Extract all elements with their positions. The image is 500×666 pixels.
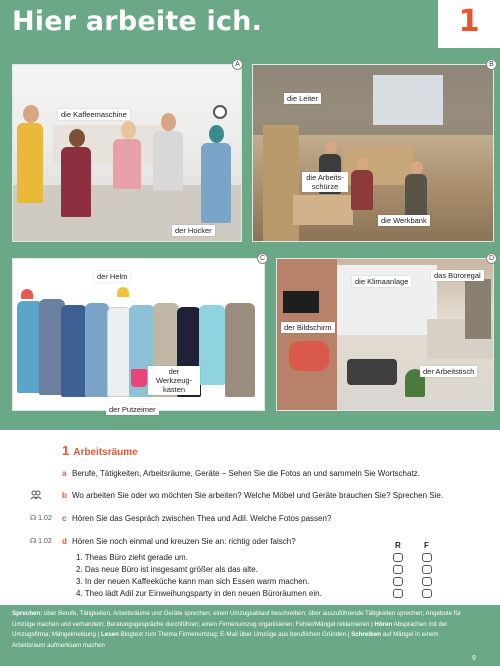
goal-label: Hören (374, 620, 393, 628)
photo-workshop (252, 64, 494, 242)
label-putzeimer: der Putzeimer (106, 404, 159, 415)
checkbox-r-2[interactable] (393, 565, 403, 574)
label-kaffeemaschine: die Kaffeemaschine (58, 109, 130, 120)
task-letter: c (62, 514, 67, 523)
statement-2: 2. Das neue Büro ist insgesamt größer als das alte. (76, 565, 258, 574)
checkbox-r-3[interactable] (393, 577, 403, 586)
checkbox-f-2[interactable] (422, 565, 432, 574)
checkbox-f-1[interactable] (422, 553, 432, 562)
photo-badge-a: A (232, 59, 243, 70)
goal-label: Lesen (100, 631, 119, 638)
task-c (62, 514, 331, 524)
label-arbeitstisch: der Arbeitstisch (420, 366, 477, 377)
label-leiter: die Leiter (284, 93, 321, 104)
statement-1: 1. Theas Büro zieht gerade um. (76, 553, 188, 562)
task-text: Hören Sie noch einmal und kreuzen Sie an: richtig oder falsch? (72, 537, 296, 546)
task-b (62, 491, 443, 501)
goal-label: Schreiben (351, 631, 382, 638)
statement-3: 3. In der neuen Kaffeeküche kann man sich Essen warm machen. (76, 577, 310, 586)
person-head (357, 157, 369, 170)
person-body (113, 139, 141, 189)
brick-wall (277, 259, 337, 411)
person-body (225, 303, 255, 397)
headphones-icon: ☊ (30, 515, 37, 522)
person-body (61, 305, 87, 397)
photo-badge-d: D (486, 253, 497, 264)
task-letter: a (62, 469, 67, 478)
person-head (23, 105, 39, 123)
workshop-window (373, 75, 443, 125)
person-head (69, 129, 85, 147)
wall-clock-icon (213, 105, 227, 119)
photo-kitchen (12, 64, 242, 242)
task-text: Hören Sie das Gespräch zwischen Thea und Adil. Welche Fotos passen? (72, 514, 332, 523)
chapter-number: 1 (458, 4, 480, 39)
tv-screen (283, 291, 319, 313)
audio-track-label: 1.02 (38, 538, 52, 545)
label-werkzeugkasten: der Werkzeug- kasten (148, 366, 200, 395)
checkbox-f-4[interactable] (422, 589, 432, 598)
person-body (61, 147, 91, 217)
person-head (325, 141, 337, 154)
pair-work-icon (30, 490, 42, 502)
goal-text: auf Mängel in einem Arbeitsraum aufmerksam machen (12, 631, 439, 649)
task-d (62, 537, 296, 547)
person-body (201, 143, 231, 223)
person-head (121, 121, 136, 139)
person-body (351, 170, 373, 210)
person-body (107, 307, 131, 397)
goal-text: Blogtext zum Thema Firmenumzug; E-Mail über Umzüge aus beruflichen Gründen | (118, 631, 352, 638)
helmet-icon (21, 289, 33, 299)
column-richtig: R (395, 541, 401, 550)
person-body (85, 303, 109, 397)
task-text: Wo arbeiten Sie oder wo möchten Sie arbeiten? Welche Möbel und Geräte brauchen Sie? Sprechen Sie. (72, 491, 444, 500)
exercise-number: 1 (62, 443, 70, 458)
helmet-icon (117, 287, 129, 297)
label-bueroregal: das Büroregal (431, 270, 484, 281)
label-arbeitsschuerze: die Arbeits- schürze (302, 172, 348, 192)
goal-text: Absprachen mit der Umzugsfirma; Mängelmeldung | (12, 620, 448, 638)
chapter-box (438, 0, 500, 48)
exercise-title (62, 443, 138, 458)
learning-goals (12, 609, 470, 651)
wood-crate (293, 195, 353, 225)
exercise-heading: Arbeitsräume (73, 447, 138, 458)
audio-track-d[interactable] (30, 537, 52, 545)
goal-text: über Berufe, Tätigkeiten, Arbeitsräume und Geräte sprechen; einen Umzugsablauf beschreiben; über auszuführende Tätigkeiten sprechen; Angebote für Umzüge machen und verhandeln; Beratungsgespräche durchführen; einen Firmenumzug organisieren; Fehler/Mängel reklamieren | (12, 610, 461, 628)
task-text: Berufe, Tätigkeiten, Arbeitsräume, Geräte – Sehen Sie die Fotos an und sammeln Sie Wortschatz. (72, 469, 420, 478)
page-number: 9 (472, 655, 476, 662)
label-klimaanlage: die Klimaanlage (352, 276, 411, 287)
bucket-icon (131, 369, 147, 387)
person-body (405, 174, 427, 219)
task-letter: b (62, 491, 67, 500)
photo-badge-c: C (257, 253, 268, 264)
task-letter: d (62, 537, 67, 546)
person-body (153, 131, 183, 191)
person-body (199, 305, 225, 385)
checkbox-r-4[interactable] (393, 589, 403, 598)
audio-track-c[interactable] (30, 514, 52, 522)
armchair (289, 341, 329, 371)
person-head (209, 125, 224, 143)
page-title: Hier arbeite ich. (12, 6, 263, 37)
photo-badge-b: B (486, 59, 497, 70)
photo-workers (12, 258, 265, 411)
checkbox-f-3[interactable] (422, 577, 432, 586)
label-helm: der Helm (94, 271, 130, 282)
task-a (62, 469, 420, 479)
person-head (411, 161, 423, 174)
goal-label: Sprechen: (12, 610, 43, 617)
label-werkbank: die Werkbank (378, 215, 430, 226)
shelf-unit (465, 279, 491, 339)
label-bildschirm: der Bildschirm (281, 322, 335, 333)
person-body (17, 123, 43, 203)
sofa (347, 359, 397, 385)
checkbox-r-1[interactable] (393, 553, 403, 562)
audio-track-label: 1.02 (38, 515, 52, 522)
column-falsch: F (424, 541, 429, 550)
label-hocker: der Hocker (172, 225, 215, 236)
statement-4: 4. Theo lädt Adil zur Einweihungsparty in den neuen Büroräumen ein. (76, 589, 322, 598)
headphones-icon: ☊ (30, 538, 37, 545)
person-head (161, 113, 176, 131)
